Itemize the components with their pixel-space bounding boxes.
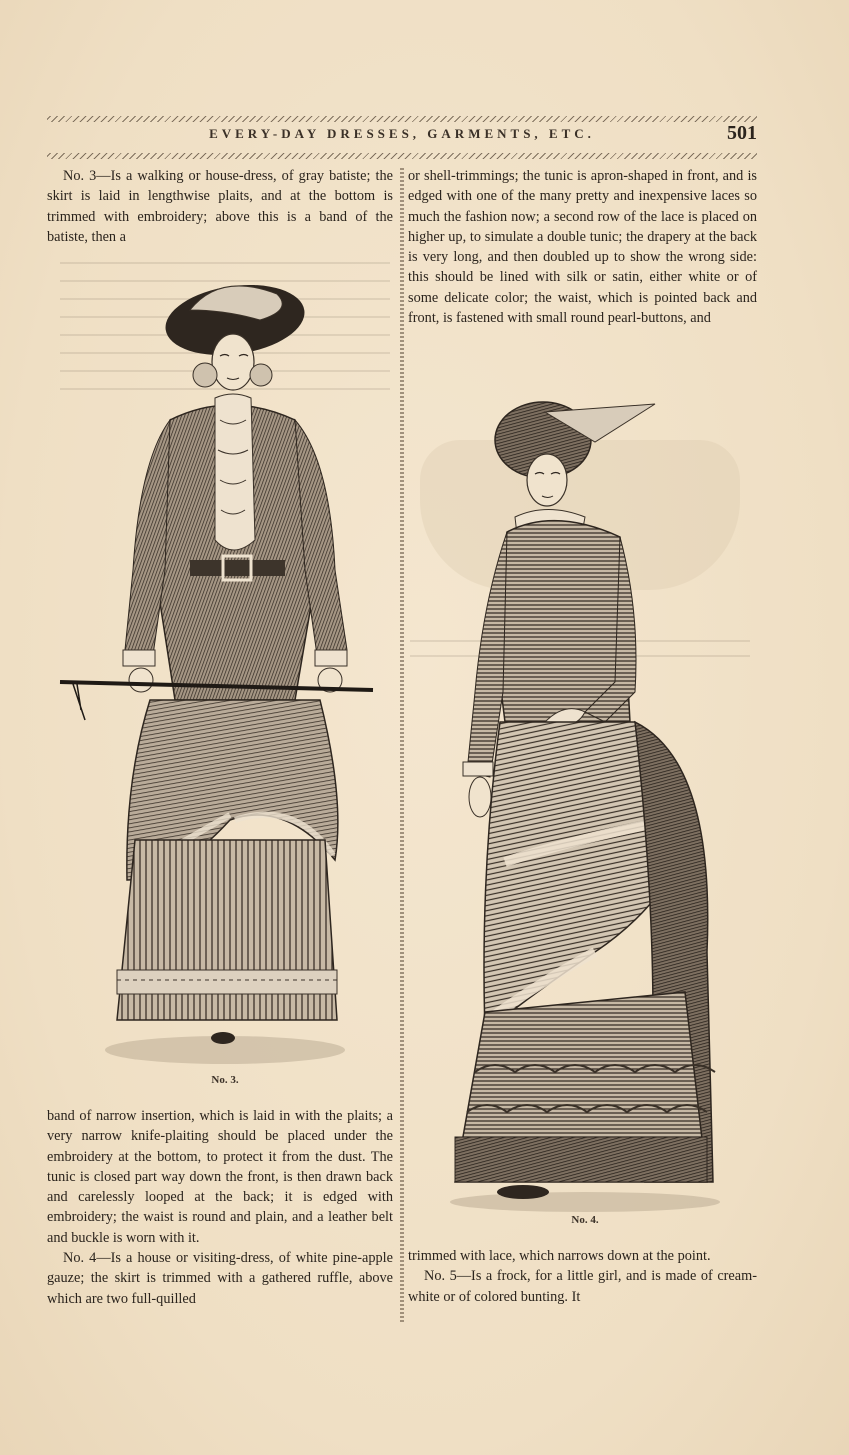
right-top-text — [408, 166, 757, 328]
figure-no4-caption: No. 4. — [571, 1214, 599, 1226]
paragraph-no4-end: trimmed with lace, which narrows down at the point. — [408, 1248, 711, 1264]
running-head: EVERY-DAY DRESSES, GARMENTS, ETC. — [209, 126, 595, 141]
header-bottom-rule — [47, 153, 757, 159]
paragraph-no3-continued: band of narrow insertion, which is laid in with the plaits; a very narrow knife-plaiting should be placed under the embroidery at the bottom, to protect it from the dust. The tunic is closed part way down the front, is then drawn back and carelessly looped at the back; it is edged with embroidery; the waist is round and plain, and a leather belt and buckle is worn with it. — [47, 1108, 393, 1246]
visiting-dress-illustration — [445, 392, 735, 1212]
paragraph-no3-start: No. 3—Is a walking or house-dress, of gray batiste; the skirt is laid in lengthwise plaits, and at the bottom is trimmed with embroidery; above this is a band of the batiste, then a — [47, 168, 393, 245]
paragraph-no4-continued: or shell-trimmings; the tunic is apron-shaped in front, and is edged with one of the many pretty and inexpensive laces so much the fashion now; a second row of the lace is placed on higher up, to simulate a double tunic; the drapery at the back is very long, and then doubled up to show the wrong side: this should be lined with silk or satin, either white or of some delicate color; the waist, which is pointed back and front, is fastened with small round pearl-buttons, and — [408, 168, 757, 327]
left-bottom-text — [47, 1106, 393, 1309]
column-divider — [400, 168, 404, 1323]
paragraph-no4-start: No. 4—Is a house or visiting-dress, of white pine-apple gauze; the skirt is trimmed with a gathered ruffle, above which are two full-quilled — [47, 1250, 393, 1307]
left-top-text — [47, 166, 393, 247]
paragraph-no5-start: No. 5—Is a frock, for a little girl, and is made of cream-white or of colored bunting. It — [408, 1268, 757, 1305]
page-header — [47, 122, 757, 150]
figure-no3-caption: No. 3. — [211, 1074, 239, 1086]
figure-no3 — [55, 280, 385, 1070]
figure-no4 — [445, 392, 735, 1212]
page-number: 501 — [727, 122, 757, 144]
walking-dress-illustration — [55, 280, 385, 1070]
right-bottom-text — [408, 1246, 757, 1307]
